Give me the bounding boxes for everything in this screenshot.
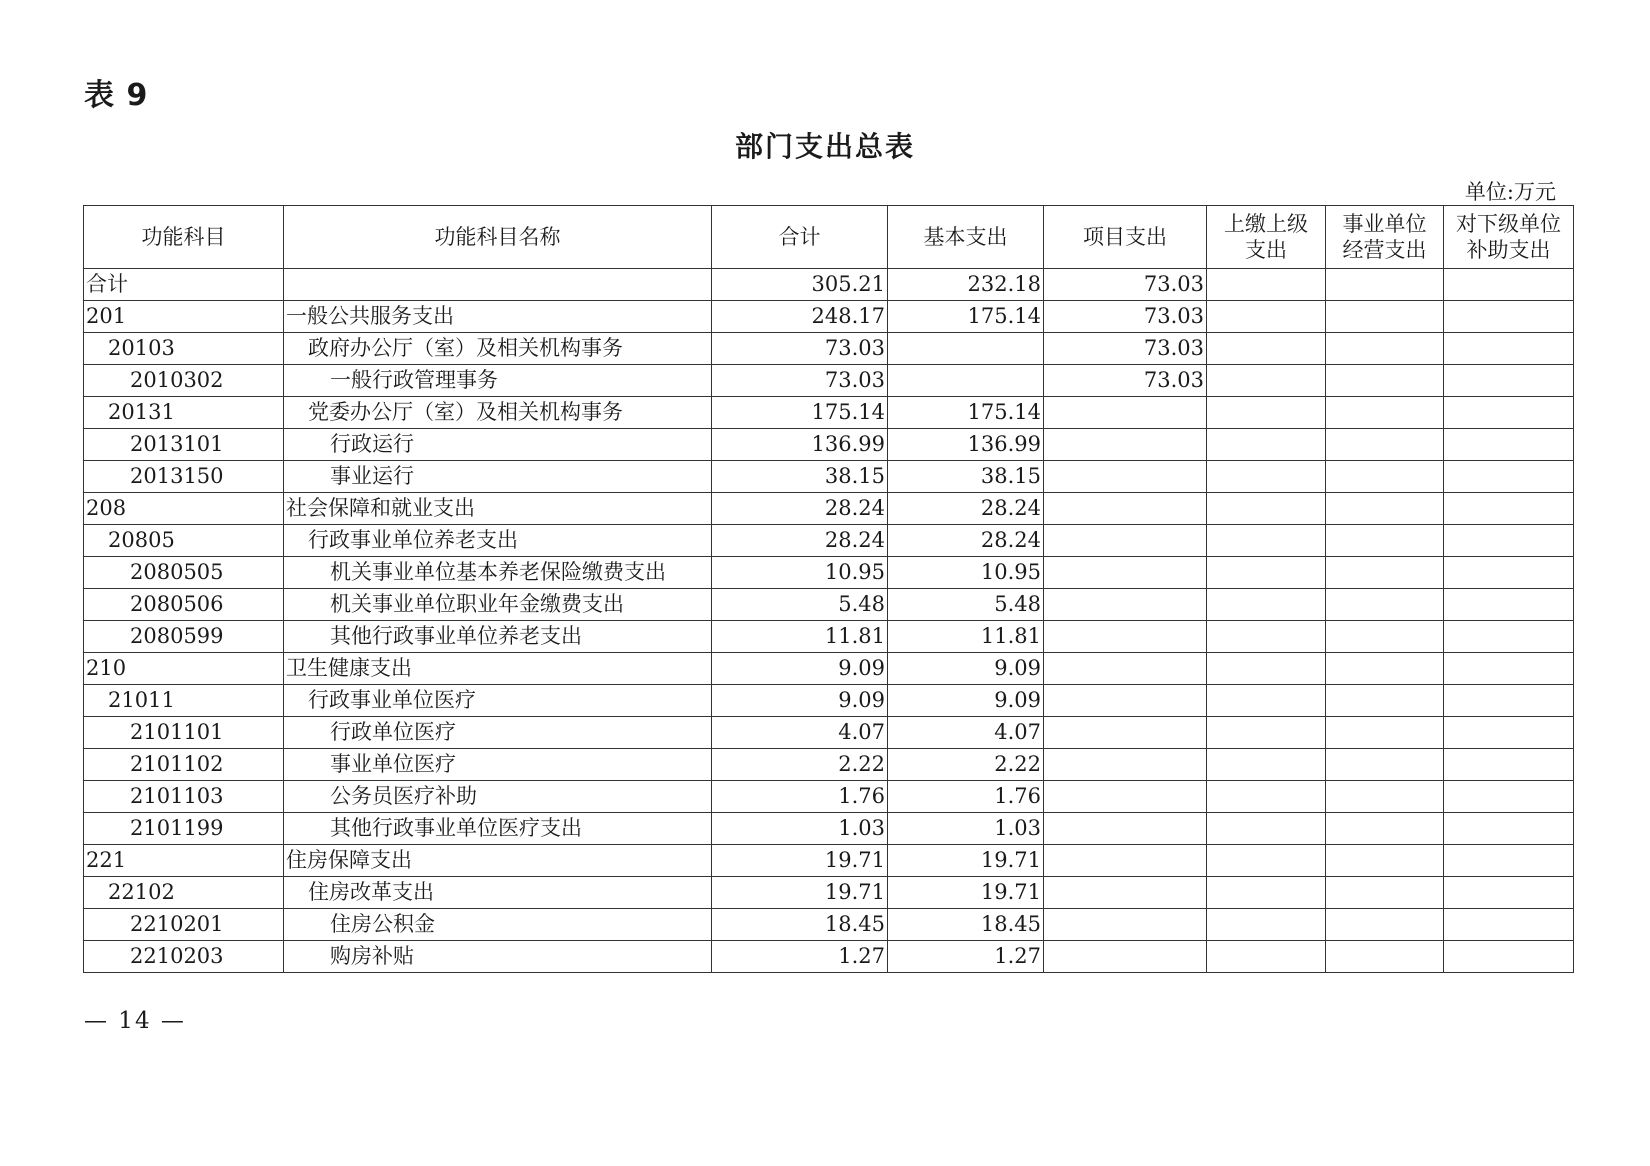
cell-total: 9.09	[712, 653, 888, 685]
cell-total: 19.71	[712, 845, 888, 877]
cell-function-name: 住房保障支出	[284, 845, 712, 877]
cell-basic-expenditure: 4.07	[888, 717, 1044, 749]
cell-function-code: 20805	[84, 525, 284, 557]
cell-function-name: 一般行政管理事务	[284, 365, 712, 397]
cell-project-expenditure	[1044, 845, 1207, 877]
cell-basic-expenditure: 10.95	[888, 557, 1044, 589]
cell-remit-to-superior	[1207, 749, 1326, 781]
cell-function-code: 201	[84, 301, 284, 333]
cell-basic-expenditure: 2.22	[888, 749, 1044, 781]
cell-business-operations	[1326, 941, 1444, 973]
cell-total: 9.09	[712, 685, 888, 717]
cell-subsidy-to-subordinate	[1444, 557, 1574, 589]
cell-business-operations	[1326, 781, 1444, 813]
table-row	[84, 749, 1574, 781]
cell-function-code: 2210201	[84, 909, 284, 941]
cell-function-code: 21011	[84, 685, 284, 717]
document-title: 部门支出总表	[734, 130, 915, 163]
cell-total: 28.24	[712, 525, 888, 557]
cell-remit-to-superior	[1207, 397, 1326, 429]
cell-function-code: 2101199	[84, 813, 284, 845]
cell-function-name: 其他行政事业单位养老支出	[284, 621, 712, 653]
cell-project-expenditure	[1044, 653, 1207, 685]
cell-business-operations	[1326, 717, 1444, 749]
header-subsidy-to-subordinate	[1444, 206, 1574, 269]
cell-total: 175.14	[712, 397, 888, 429]
table-row	[84, 781, 1574, 813]
cell-total: 248.17	[712, 301, 888, 333]
cell-subsidy-to-subordinate	[1444, 909, 1574, 941]
cell-function-code: 208	[84, 493, 284, 525]
cell-function-code: 2010302	[84, 365, 284, 397]
cell-project-expenditure	[1044, 525, 1207, 557]
table-row	[84, 429, 1574, 461]
cell-project-expenditure	[1044, 749, 1207, 781]
table-row	[84, 269, 1574, 301]
header-business-operations	[1326, 206, 1444, 269]
cell-function-code: 2101103	[84, 781, 284, 813]
cell-basic-expenditure: 1.76	[888, 781, 1044, 813]
cell-business-operations	[1326, 365, 1444, 397]
cell-remit-to-superior	[1207, 845, 1326, 877]
header-basic-expenditure: 基本支出	[888, 206, 1044, 269]
cell-subsidy-to-subordinate	[1444, 333, 1574, 365]
cell-business-operations	[1326, 525, 1444, 557]
page-number: — 14 —	[84, 1008, 186, 1034]
cell-basic-expenditure: 232.18	[888, 269, 1044, 301]
cell-total: 73.03	[712, 365, 888, 397]
cell-function-name: 党委办公厅（室）及相关机构事务	[284, 397, 712, 429]
cell-remit-to-superior	[1207, 941, 1326, 973]
cell-total: 1.27	[712, 941, 888, 973]
cell-project-expenditure	[1044, 397, 1207, 429]
table-row	[84, 365, 1574, 397]
cell-business-operations	[1326, 557, 1444, 589]
cell-total: 18.45	[712, 909, 888, 941]
cell-remit-to-superior	[1207, 525, 1326, 557]
cell-remit-to-superior	[1207, 909, 1326, 941]
cell-project-expenditure	[1044, 909, 1207, 941]
table-row	[84, 397, 1574, 429]
cell-subsidy-to-subordinate	[1444, 269, 1574, 301]
header-function-name: 功能科目名称	[284, 206, 712, 269]
cell-function-name: 事业单位医疗	[284, 749, 712, 781]
cell-subsidy-to-subordinate	[1444, 845, 1574, 877]
cell-business-operations	[1326, 589, 1444, 621]
cell-subsidy-to-subordinate	[1444, 365, 1574, 397]
cell-remit-to-superior	[1207, 813, 1326, 845]
cell-function-code: 2013150	[84, 461, 284, 493]
cell-remit-to-superior	[1207, 269, 1326, 301]
cell-remit-to-superior	[1207, 717, 1326, 749]
cell-project-expenditure	[1044, 429, 1207, 461]
cell-function-name: 机关事业单位职业年金缴费支出	[284, 589, 712, 621]
header-multiline: 对下级单位 补助支出	[1456, 212, 1561, 262]
table-label: 表 9	[84, 78, 149, 113]
header-multiline: 事业单位 经营支出	[1342, 212, 1427, 262]
cell-total: 2.22	[712, 749, 888, 781]
cell-function-name: 行政事业单位养老支出	[284, 525, 712, 557]
cell-function-code: 20131	[84, 397, 284, 429]
cell-remit-to-superior	[1207, 301, 1326, 333]
table-row	[84, 493, 1574, 525]
cell-project-expenditure: 73.03	[1044, 301, 1207, 333]
cell-function-name: 住房公积金	[284, 909, 712, 941]
cell-subsidy-to-subordinate	[1444, 493, 1574, 525]
cell-basic-expenditure: 136.99	[888, 429, 1044, 461]
cell-business-operations	[1326, 333, 1444, 365]
cell-basic-expenditure: 175.14	[888, 397, 1044, 429]
cell-project-expenditure	[1044, 685, 1207, 717]
cell-remit-to-superior	[1207, 557, 1326, 589]
cell-subsidy-to-subordinate	[1444, 621, 1574, 653]
cell-basic-expenditure: 28.24	[888, 525, 1044, 557]
cell-function-name: 政府办公厅（室）及相关机构事务	[284, 333, 712, 365]
cell-project-expenditure: 73.03	[1044, 269, 1207, 301]
cell-function-name: 行政单位医疗	[284, 717, 712, 749]
cell-function-name: 行政运行	[284, 429, 712, 461]
cell-project-expenditure: 73.03	[1044, 333, 1207, 365]
table-row	[84, 845, 1574, 877]
cell-business-operations	[1326, 493, 1444, 525]
table-row	[84, 941, 1574, 973]
cell-total: 38.15	[712, 461, 888, 493]
cell-subsidy-to-subordinate	[1444, 461, 1574, 493]
cell-basic-expenditure: 1.27	[888, 941, 1044, 973]
header-project-expenditure: 项目支出	[1044, 206, 1207, 269]
cell-function-code: 合计	[84, 269, 284, 301]
cell-remit-to-superior	[1207, 653, 1326, 685]
cell-function-name: 社会保障和就业支出	[284, 493, 712, 525]
cell-function-name: 一般公共服务支出	[284, 301, 712, 333]
table-row	[84, 557, 1574, 589]
cell-remit-to-superior	[1207, 781, 1326, 813]
cell-business-operations	[1326, 877, 1444, 909]
cell-basic-expenditure: 11.81	[888, 621, 1044, 653]
cell-basic-expenditure: 18.45	[888, 909, 1044, 941]
cell-subsidy-to-subordinate	[1444, 429, 1574, 461]
cell-remit-to-superior	[1207, 621, 1326, 653]
cell-subsidy-to-subordinate	[1444, 749, 1574, 781]
cell-subsidy-to-subordinate	[1444, 717, 1574, 749]
table-row	[84, 877, 1574, 909]
cell-subsidy-to-subordinate	[1444, 781, 1574, 813]
table-body	[84, 269, 1574, 973]
cell-remit-to-superior	[1207, 429, 1326, 461]
cell-business-operations	[1326, 845, 1444, 877]
header-function-code: 功能科目	[84, 206, 284, 269]
cell-total: 5.48	[712, 589, 888, 621]
cell-basic-expenditure: 175.14	[888, 301, 1044, 333]
cell-project-expenditure	[1044, 557, 1207, 589]
cell-subsidy-to-subordinate	[1444, 301, 1574, 333]
cell-business-operations	[1326, 653, 1444, 685]
table-row	[84, 589, 1574, 621]
cell-function-code: 2080506	[84, 589, 284, 621]
cell-subsidy-to-subordinate	[1444, 397, 1574, 429]
header-total: 合计	[712, 206, 888, 269]
cell-function-name: 其他行政事业单位医疗支出	[284, 813, 712, 845]
header-remit-to-superior	[1207, 206, 1326, 269]
cell-business-operations	[1326, 685, 1444, 717]
cell-project-expenditure	[1044, 621, 1207, 653]
cell-basic-expenditure: 38.15	[888, 461, 1044, 493]
cell-basic-expenditure: 19.71	[888, 877, 1044, 909]
table-row	[84, 333, 1574, 365]
cell-business-operations	[1326, 397, 1444, 429]
cell-function-code: 2101101	[84, 717, 284, 749]
header-multiline: 上缴上级 支出	[1224, 212, 1308, 262]
unit-label: 单位:万元	[1464, 180, 1556, 204]
cell-project-expenditure	[1044, 717, 1207, 749]
cell-total: 28.24	[712, 493, 888, 525]
cell-basic-expenditure: 1.03	[888, 813, 1044, 845]
cell-remit-to-superior	[1207, 333, 1326, 365]
cell-subsidy-to-subordinate	[1444, 653, 1574, 685]
cell-project-expenditure	[1044, 461, 1207, 493]
cell-total: 11.81	[712, 621, 888, 653]
cell-remit-to-superior	[1207, 589, 1326, 621]
cell-function-name: 事业运行	[284, 461, 712, 493]
cell-project-expenditure: 73.03	[1044, 365, 1207, 397]
cell-business-operations	[1326, 461, 1444, 493]
cell-project-expenditure	[1044, 877, 1207, 909]
table-row	[84, 909, 1574, 941]
cell-total: 136.99	[712, 429, 888, 461]
cell-total: 305.21	[712, 269, 888, 301]
cell-remit-to-superior	[1207, 461, 1326, 493]
cell-business-operations	[1326, 813, 1444, 845]
cell-business-operations	[1326, 621, 1444, 653]
cell-function-code: 2080505	[84, 557, 284, 589]
cell-remit-to-superior	[1207, 493, 1326, 525]
cell-subsidy-to-subordinate	[1444, 877, 1574, 909]
cell-function-code: 210	[84, 653, 284, 685]
cell-business-operations	[1326, 909, 1444, 941]
cell-function-code: 2101102	[84, 749, 284, 781]
cell-subsidy-to-subordinate	[1444, 685, 1574, 717]
cell-function-name: 卫生健康支出	[284, 653, 712, 685]
cell-function-code: 221	[84, 845, 284, 877]
cell-business-operations	[1326, 301, 1444, 333]
cell-subsidy-to-subordinate	[1444, 589, 1574, 621]
cell-remit-to-superior	[1207, 877, 1326, 909]
cell-total: 1.03	[712, 813, 888, 845]
table-row	[84, 461, 1574, 493]
cell-function-name: 机关事业单位基本养老保险缴费支出	[284, 557, 712, 589]
cell-function-name: 购房补贴	[284, 941, 712, 973]
table-row	[84, 813, 1574, 845]
cell-project-expenditure	[1044, 813, 1207, 845]
cell-project-expenditure	[1044, 781, 1207, 813]
cell-function-code: 2013101	[84, 429, 284, 461]
cell-business-operations	[1326, 269, 1444, 301]
cell-subsidy-to-subordinate	[1444, 941, 1574, 973]
header-row	[84, 206, 1574, 269]
cell-total: 1.76	[712, 781, 888, 813]
cell-function-name: 行政事业单位医疗	[284, 685, 712, 717]
cell-function-name: 住房改革支出	[284, 877, 712, 909]
cell-project-expenditure	[1044, 941, 1207, 973]
cell-function-name: 公务员医疗补助	[284, 781, 712, 813]
cell-basic-expenditure: 5.48	[888, 589, 1044, 621]
expenditure-table	[83, 205, 1574, 973]
cell-remit-to-superior	[1207, 685, 1326, 717]
cell-function-code: 2080599	[84, 621, 284, 653]
table-row	[84, 621, 1574, 653]
cell-project-expenditure	[1044, 589, 1207, 621]
cell-business-operations	[1326, 749, 1444, 781]
cell-basic-expenditure	[888, 365, 1044, 397]
cell-total: 19.71	[712, 877, 888, 909]
cell-basic-expenditure: 9.09	[888, 653, 1044, 685]
cell-business-operations	[1326, 429, 1444, 461]
cell-basic-expenditure: 28.24	[888, 493, 1044, 525]
table-row	[84, 717, 1574, 749]
cell-function-code: 20103	[84, 333, 284, 365]
cell-basic-expenditure: 19.71	[888, 845, 1044, 877]
cell-subsidy-to-subordinate	[1444, 813, 1574, 845]
cell-function-name	[284, 269, 712, 301]
cell-function-code: 22102	[84, 877, 284, 909]
table-row	[84, 653, 1574, 685]
cell-subsidy-to-subordinate	[1444, 525, 1574, 557]
table-row	[84, 301, 1574, 333]
cell-total: 4.07	[712, 717, 888, 749]
cell-remit-to-superior	[1207, 365, 1326, 397]
cell-total: 73.03	[712, 333, 888, 365]
cell-total: 10.95	[712, 557, 888, 589]
table-row	[84, 525, 1574, 557]
cell-project-expenditure	[1044, 493, 1207, 525]
cell-basic-expenditure: 9.09	[888, 685, 1044, 717]
table-row	[84, 685, 1574, 717]
cell-basic-expenditure	[888, 333, 1044, 365]
cell-function-code: 2210203	[84, 941, 284, 973]
